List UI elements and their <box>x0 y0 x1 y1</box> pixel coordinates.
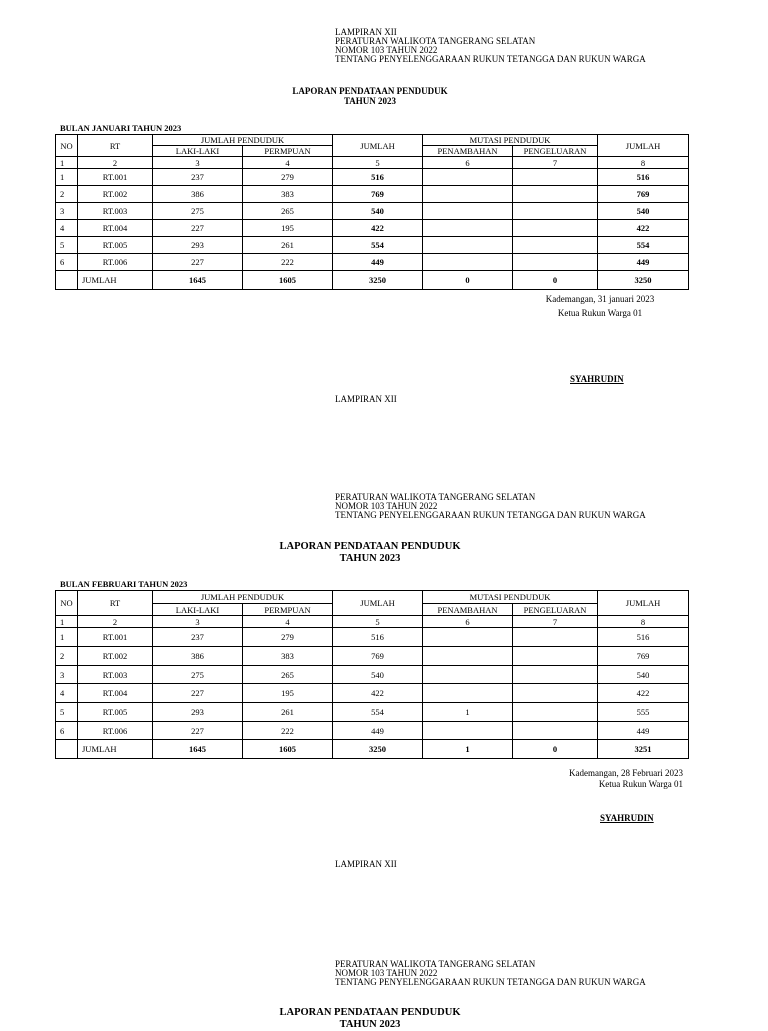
cell-pengeluaran <box>513 237 598 254</box>
signature-name: SYAHRUDIN <box>570 374 624 384</box>
cell-akhir: 516 <box>598 169 689 186</box>
signature-name: SYAHRUDIN <box>600 813 654 823</box>
cell-jumlah: 554 <box>333 237 423 254</box>
cell-penambahan <box>423 186 513 203</box>
cell-no: 4 <box>56 220 78 237</box>
header-no: NO <box>56 135 78 157</box>
header-line-3: TENTANG PENYELENGGARAAN RUKUN TETANGGA DAN RUKUN WARGA <box>335 977 646 987</box>
col-num: 8 <box>598 157 689 169</box>
cell-no: 1 <box>56 169 78 186</box>
cell-pengeluaran <box>513 220 598 237</box>
cell-jumlah: 516 <box>333 169 423 186</box>
cell-rt: RT.002 <box>78 647 153 666</box>
month-label: BULAN FEBRUARI TAHUN 2023 <box>60 579 188 589</box>
signature-block-1 <box>520 292 680 320</box>
cell-no: 3 <box>56 666 78 684</box>
header-line-2: NOMOR 103 TAHUN 2022 <box>335 501 438 511</box>
cell-penambahan <box>423 628 513 647</box>
cell-penambahan <box>423 203 513 220</box>
total-row <box>56 740 689 759</box>
cell-perempuan: 383 <box>243 186 333 203</box>
table-row <box>56 220 689 237</box>
cell-jumlah: 516 <box>333 628 423 647</box>
cell-perempuan: 222 <box>243 254 333 271</box>
cell-no: 4 <box>56 684 78 703</box>
cell-rt: RT.004 <box>78 684 153 703</box>
cell-jumlah: 540 <box>333 203 423 220</box>
col-num: 6 <box>423 157 513 169</box>
population-table-february <box>55 590 689 759</box>
header-mutasi: MUTASI PENDUDUK <box>423 135 598 146</box>
cell-laki: 227 <box>153 220 243 237</box>
cell-jumlah: 769 <box>333 647 423 666</box>
col-num: 3 <box>153 157 243 169</box>
signature-role: Ketua Rukun Warga 01 <box>598 779 683 789</box>
col-num: 4 <box>243 616 333 628</box>
cell-rt: RT.006 <box>78 254 153 271</box>
total-label: JUMLAH <box>78 271 153 290</box>
cell-laki: 275 <box>153 203 243 220</box>
total-label: JUMLAH <box>78 740 153 759</box>
col-num: 6 <box>423 616 513 628</box>
cell-pengeluaran <box>513 186 598 203</box>
report-title: LAPORAN PENDATAAN PENDUDUK <box>279 541 461 552</box>
cell-perempuan: 279 <box>243 628 333 647</box>
header-line-3: TENTANG PENYELENGGARAAN RUKUN TETANGGA DAN RUKUN WARGA <box>335 54 646 64</box>
cell-penambahan: 1 <box>423 703 513 722</box>
cell-akhir: 449 <box>598 722 689 740</box>
header-mutasi: MUTASI PENDUDUK <box>423 591 598 604</box>
cell-rt: RT.003 <box>78 666 153 684</box>
cell-laki: 227 <box>153 254 243 271</box>
header-line-1: PERATURAN WALIKOTA TANGERANG SELATAN <box>335 492 536 502</box>
cell-rt: RT.001 <box>78 628 153 647</box>
cell-perempuan: 222 <box>243 722 333 740</box>
cell-no: 2 <box>56 647 78 666</box>
header-penambahan: PENAMBAHAN <box>423 604 513 616</box>
cell-perempuan: 279 <box>243 169 333 186</box>
cell-rt: RT.005 <box>78 237 153 254</box>
cell-laki: 293 <box>153 703 243 722</box>
cell-penambahan <box>423 647 513 666</box>
table-row <box>56 722 689 740</box>
total-row <box>56 271 689 290</box>
total-perempuan: 1605 <box>243 740 333 759</box>
report-year: TAHUN 2023 <box>339 553 401 564</box>
report-3-title-block <box>260 1007 480 1031</box>
col-num: 8 <box>598 616 689 628</box>
col-num: 5 <box>333 616 423 628</box>
table-row <box>56 647 689 666</box>
cell-laki: 237 <box>153 628 243 647</box>
table-row <box>56 666 689 684</box>
col-num: 1 <box>56 157 78 169</box>
cell-akhir: 769 <box>598 186 689 203</box>
header-jumlah: JUMLAH <box>333 591 423 616</box>
header-rt: RT <box>78 591 153 616</box>
header-line-1: PERATURAN WALIKOTA TANGERANG SELATAN <box>335 959 536 969</box>
cell-perempuan: 265 <box>243 203 333 220</box>
column-number-row <box>56 616 689 628</box>
table-row <box>56 628 689 647</box>
cell-no <box>56 740 78 759</box>
cell-akhir: 540 <box>598 666 689 684</box>
cell-jumlah: 422 <box>333 684 423 703</box>
col-num: 4 <box>243 157 333 169</box>
header-line-2: NOMOR 103 TAHUN 2022 <box>335 968 438 978</box>
header-rt: RT <box>78 135 153 157</box>
total-penambahan: 1 <box>423 740 513 759</box>
table-row <box>56 203 689 220</box>
total-laki: 1645 <box>153 271 243 290</box>
month-label: BULAN JANUARI TAHUN 2023 <box>60 123 182 133</box>
header-jumlah: JUMLAH <box>333 135 423 157</box>
table-row <box>56 254 689 271</box>
cell-akhir: 422 <box>598 220 689 237</box>
cell-laki: 275 <box>153 666 243 684</box>
cell-akhir: 516 <box>598 628 689 647</box>
cell-rt: RT.004 <box>78 220 153 237</box>
cell-penambahan <box>423 722 513 740</box>
report-1-title-block <box>270 86 470 106</box>
header-perempuan: PERMPUAN <box>243 146 333 157</box>
cell-pengeluaran <box>513 254 598 271</box>
cell-no <box>56 271 78 290</box>
cell-penambahan <box>423 666 513 684</box>
lampiran-label: LAMPIRAN XII <box>335 27 397 37</box>
total-akhir: 3251 <box>598 740 689 759</box>
cell-perempuan: 261 <box>243 703 333 722</box>
col-num: 1 <box>56 616 78 628</box>
total-pengeluaran: 0 <box>513 740 598 759</box>
cell-penambahan <box>423 169 513 186</box>
header-jumlah-penduduk: JUMLAH PENDUDUK <box>153 135 333 146</box>
cell-laki: 227 <box>153 722 243 740</box>
cell-laki: 237 <box>153 169 243 186</box>
report-2-title-block <box>260 541 480 565</box>
report-title: LAPORAN PENDATAAN PENDUDUK <box>292 86 448 96</box>
header-line-3: TENTANG PENYELENGGARAAN RUKUN TETANGGA DAN RUKUN WARGA <box>335 510 646 520</box>
cell-penambahan <box>423 220 513 237</box>
cell-penambahan <box>423 237 513 254</box>
cell-pengeluaran <box>513 722 598 740</box>
cell-jumlah: 540 <box>333 666 423 684</box>
total-laki: 1645 <box>153 740 243 759</box>
cell-pengeluaran <box>513 647 598 666</box>
cell-rt: RT.006 <box>78 722 153 740</box>
col-num: 2 <box>78 616 153 628</box>
header-laki: LAKI-LAKI <box>153 604 243 616</box>
cell-pengeluaran <box>513 666 598 684</box>
table-row <box>56 684 689 703</box>
cell-no: 2 <box>56 186 78 203</box>
cell-pengeluaran <box>513 203 598 220</box>
report-year: TAHUN 2023 <box>343 96 397 106</box>
cell-perempuan: 265 <box>243 666 333 684</box>
table-row <box>56 169 689 186</box>
cell-rt: RT.005 <box>78 703 153 722</box>
signature-date: Kademangan, 31 januari 2023 <box>545 294 655 304</box>
cell-perempuan: 195 <box>243 220 333 237</box>
cell-rt: RT.002 <box>78 186 153 203</box>
cell-laki: 227 <box>153 684 243 703</box>
cell-akhir: 769 <box>598 647 689 666</box>
col-num: 5 <box>333 157 423 169</box>
column-number-row <box>56 157 689 169</box>
header-line-1: PERATURAN WALIKOTA TANGERANG SELATAN <box>335 36 536 46</box>
population-table-january <box>55 134 689 290</box>
cell-jumlah: 449 <box>333 722 423 740</box>
cell-pengeluaran <box>513 169 598 186</box>
total-penambahan: 0 <box>423 271 513 290</box>
header-perempuan: PERMPUAN <box>243 604 333 616</box>
cell-jumlah: 449 <box>333 254 423 271</box>
report-year: TAHUN 2023 <box>339 1019 401 1030</box>
cell-penambahan <box>423 684 513 703</box>
cell-perempuan: 261 <box>243 237 333 254</box>
cell-penambahan <box>423 254 513 271</box>
cell-no: 5 <box>56 703 78 722</box>
cell-akhir: 449 <box>598 254 689 271</box>
cell-no: 5 <box>56 237 78 254</box>
report-3-header <box>335 960 646 987</box>
cell-akhir: 540 <box>598 203 689 220</box>
col-num: 7 <box>513 157 598 169</box>
cell-laki: 386 <box>153 186 243 203</box>
cell-rt: RT.001 <box>78 169 153 186</box>
cell-pengeluaran <box>513 684 598 703</box>
col-num: 7 <box>513 616 598 628</box>
col-num: 2 <box>78 157 153 169</box>
header-pengeluaran: PENGELUARAN <box>513 146 598 157</box>
header-jumlah-akhir: JUMLAH <box>598 135 689 157</box>
report-1-header <box>335 28 646 64</box>
total-akhir: 3250 <box>598 271 689 290</box>
signature-role: Ketua Rukun Warga 01 <box>557 308 643 318</box>
total-perempuan: 1605 <box>243 271 333 290</box>
col-num: 3 <box>153 616 243 628</box>
cell-no: 6 <box>56 254 78 271</box>
cell-akhir: 422 <box>598 684 689 703</box>
cell-no: 3 <box>56 203 78 220</box>
cell-laki: 293 <box>153 237 243 254</box>
report-title: LAPORAN PENDATAAN PENDUDUK <box>279 1007 461 1018</box>
cell-no: 1 <box>56 628 78 647</box>
header-no: NO <box>56 591 78 616</box>
cell-laki: 386 <box>153 647 243 666</box>
cell-pengeluaran <box>513 628 598 647</box>
signature-date: Kademangan, 28 Februari 2023 <box>569 768 683 778</box>
header-line-2: NOMOR 103 TAHUN 2022 <box>335 45 438 55</box>
lampiran-label: LAMPIRAN XII <box>335 859 397 869</box>
total-jumlah: 3250 <box>333 740 423 759</box>
cell-akhir: 555 <box>598 703 689 722</box>
total-jumlah: 3250 <box>333 271 423 290</box>
cell-akhir: 554 <box>598 237 689 254</box>
header-jumlah-penduduk: JUMLAH PENDUDUK <box>153 591 333 604</box>
cell-pengeluaran <box>513 703 598 722</box>
cell-perempuan: 195 <box>243 684 333 703</box>
cell-rt: RT.003 <box>78 203 153 220</box>
header-laki: LAKI-LAKI <box>153 146 243 157</box>
header-pengeluaran: PENGELUARAN <box>513 604 598 616</box>
report-2-header <box>335 493 646 520</box>
cell-no: 6 <box>56 722 78 740</box>
table-row <box>56 703 689 722</box>
total-pengeluaran: 0 <box>513 271 598 290</box>
cell-jumlah: 769 <box>333 186 423 203</box>
cell-jumlah: 422 <box>333 220 423 237</box>
header-jumlah-akhir: JUMLAH <box>598 591 689 616</box>
lampiran-label: LAMPIRAN XII <box>335 394 397 404</box>
cell-perempuan: 383 <box>243 647 333 666</box>
table-row <box>56 186 689 203</box>
header-penambahan: PENAMBAHAN <box>423 146 513 157</box>
table-row <box>56 237 689 254</box>
signature-block-2 <box>520 768 683 790</box>
cell-jumlah: 554 <box>333 703 423 722</box>
